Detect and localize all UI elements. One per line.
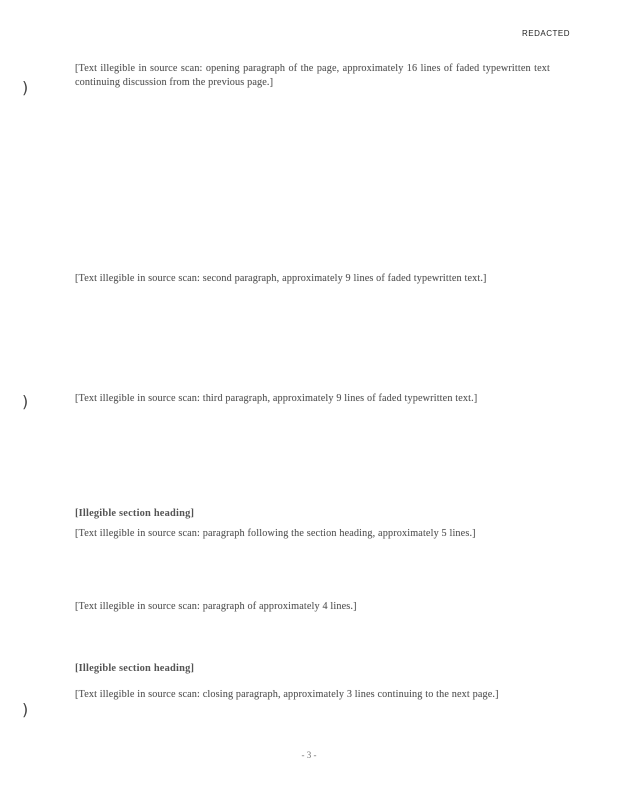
body-paragraph-3: [Text illegible in source scan: third paragraph, approximately 9 lines of faded typewritten text.]: [75, 393, 478, 404]
body-paragraph-2: [Text illegible in source scan: second paragraph, approximately 9 lines of faded typewritten text.]: [75, 273, 487, 284]
section-heading-1: [Illegible section heading]: [75, 508, 195, 519]
section-heading-2: [Illegible section heading]: [75, 663, 195, 674]
margin-bracket-mark: ): [22, 78, 29, 97]
body-paragraph-5: [Text illegible in source scan: paragraph of approximately 4 lines.]: [75, 601, 357, 612]
page-number: - 3 -: [301, 750, 317, 760]
body-paragraph-4: [Text illegible in source scan: paragraph following the section heading, approximately 5 lines.]: [75, 528, 476, 539]
body-paragraph-6: [Text illegible in source scan: closing paragraph, approximately 3 lines continuing to the next page.]: [75, 689, 499, 700]
document-identifier: REDACTED: [521, 29, 570, 38]
margin-bracket-mark: ): [22, 392, 29, 411]
body-paragraph-1: [Text illegible in source scan: opening paragraph of the page, approximately 16 lines of faded typewritten text continuing discussion from the previous page.]: [75, 63, 550, 88]
margin-bracket-mark: ): [22, 700, 29, 719]
